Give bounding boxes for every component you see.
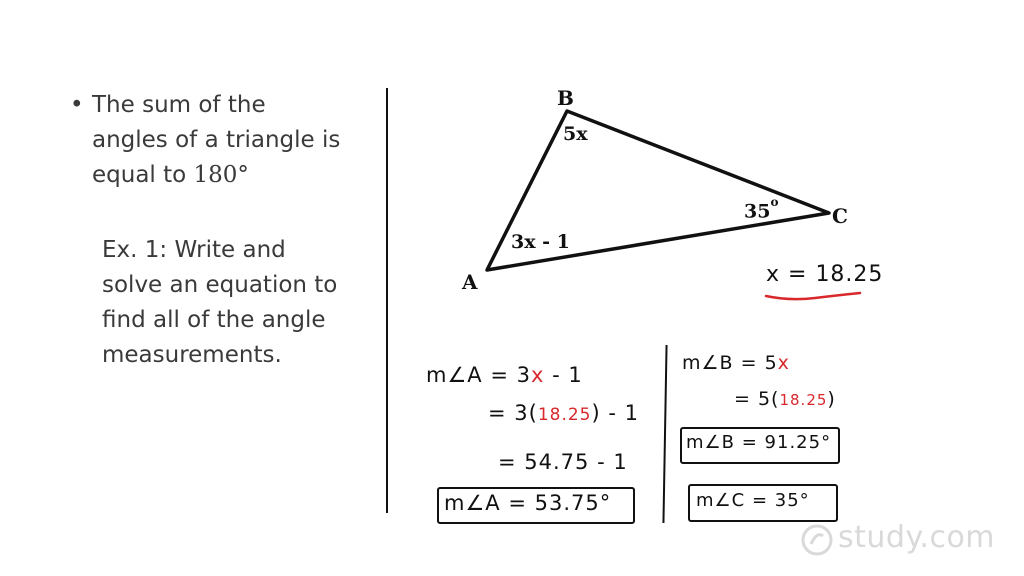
solution-underline — [766, 293, 860, 299]
example-line-2: solve an equation to — [102, 272, 338, 298]
bullet-line-1: The sum of the — [92, 92, 266, 118]
angle-c-label — [744, 195, 779, 223]
work-b-line-1-variable: x — [777, 352, 790, 374]
angle-b-label: 5x — [563, 123, 588, 145]
bullet-dot-icon: • — [70, 92, 84, 118]
work-a-line-1-variable: x — [530, 363, 545, 387]
angle-c-value: 35 — [744, 200, 771, 223]
work-a-line-1-suffix: - 1 — [544, 363, 583, 387]
solution-x: x = 18.25 — [766, 262, 884, 287]
bullet-line-3-text: equal to — [92, 162, 194, 188]
work-a-line-3: = 54.75 - 1 — [498, 450, 628, 474]
work-b-line-2-value: 18.25 — [779, 391, 828, 409]
example-line-3: find all of the angle — [102, 307, 326, 333]
vertex-b-label: B — [557, 86, 574, 110]
work-b-line-1-prefix: m∠B = 5 — [682, 352, 778, 374]
work-c-result: m∠C = 35° — [696, 490, 810, 511]
work-b-line-2 — [734, 388, 836, 410]
bullet-line-2: angles of a triangle is — [92, 127, 341, 153]
work-b-line-2-suffix: ) — [827, 388, 836, 410]
work-a-line-1-prefix: m∠A = 3 — [426, 363, 531, 387]
vertex-a-label: A — [462, 270, 478, 294]
bullet-degree-value: 180° — [193, 162, 249, 188]
example-line-4: measurements. — [102, 342, 282, 368]
work-b-result: m∠B = 91.25° — [686, 432, 832, 453]
work-b-line-1 — [682, 352, 790, 374]
work-a-line-2-value: 18.25 — [537, 405, 592, 425]
study-logo-icon — [800, 523, 834, 557]
work-a-line-2-prefix: = 3( — [488, 401, 538, 425]
watermark: study.com — [838, 520, 996, 555]
work-b-line-2-prefix: = 5( — [734, 388, 780, 410]
work-a-line-1 — [426, 363, 583, 387]
angle-c-degree: o — [770, 195, 779, 209]
work-a-result: m∠A = 53.75° — [444, 491, 612, 515]
work-a-line-2 — [488, 401, 639, 425]
example-line-1: Ex. 1: Write and — [102, 237, 286, 263]
vertex-c-label: C — [832, 204, 848, 228]
work-a-line-2-suffix: ) - 1 — [591, 401, 639, 425]
angle-a-label: 3x - 1 — [511, 231, 570, 253]
